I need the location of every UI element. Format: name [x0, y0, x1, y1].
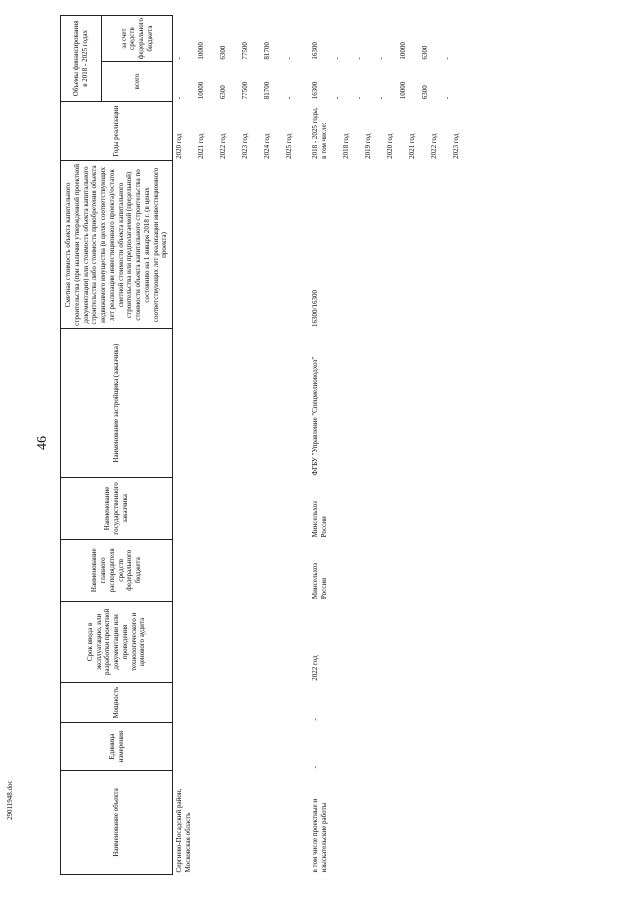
year-label: 2022 год: [219, 133, 227, 159]
year-label: 2018 год: [341, 133, 350, 159]
unit-cell: -: [311, 766, 319, 769]
table-row: [309, 16, 476, 875]
table-row: [173, 16, 310, 875]
total-cell: [173, 62, 310, 102]
total-value: 6300: [421, 85, 429, 100]
year-label: 2023 год: [451, 133, 460, 159]
page-number: 46: [35, 436, 50, 450]
federal-value: 6300: [219, 45, 227, 60]
object-cell: Сергиево-Посадский район, Московская область: [175, 788, 192, 873]
header-object: Наименование объекта: [61, 770, 173, 874]
years-sub: в том числе:: [319, 122, 328, 159]
header-years: Годы реализации: [61, 101, 173, 161]
year-label: 2025 год: [285, 133, 293, 159]
federal-value: -: [175, 57, 183, 60]
total-value: 10000: [399, 81, 407, 100]
total-value: -: [175, 96, 183, 100]
total-head: 16300: [311, 81, 319, 100]
total-value: 6300: [219, 85, 227, 100]
federal-head: 16300: [311, 42, 319, 60]
header-customer: Наименование государственного заказчика: [61, 477, 173, 539]
federal-value: -: [355, 57, 363, 60]
years-head: 2018 - 2025 годы,: [311, 107, 319, 159]
total-value: -: [377, 96, 385, 100]
years-cell: [173, 101, 310, 161]
total-value: 10000: [197, 81, 205, 100]
estimate-cell: 16300/16300: [311, 290, 319, 327]
federal-cell: [309, 16, 476, 62]
total-value: -: [285, 96, 293, 100]
year-label: 2020 год: [385, 133, 394, 159]
header-total: всего: [102, 62, 173, 102]
header-chief-manager: Наименование главного распорядителя средств федерального бюджета: [61, 539, 173, 601]
year-label: 2021 год: [407, 133, 416, 159]
total-value: -: [333, 96, 341, 100]
header-developer: Наименование застройщика (заказчика): [61, 329, 173, 477]
header-federal: за счет средств федерального бюджета: [102, 16, 173, 62]
federal-value: 81700: [263, 42, 271, 60]
federal-value: -: [377, 57, 385, 60]
federal-value: 6300: [421, 45, 429, 60]
header-unit: Единица измерения: [61, 723, 173, 771]
document-id: 29011948.doc: [6, 780, 14, 820]
year-label: 2021 год: [197, 133, 205, 159]
financing-table: [60, 15, 476, 875]
total-value: -: [443, 96, 451, 100]
federal-value: 10000: [399, 42, 407, 60]
years-cell: [309, 101, 476, 161]
header-term: Срок ввода в эксплуатацию, или разработки проектной документации или проведения технологического и ценового аудита: [61, 601, 173, 683]
total-value: 77500: [241, 81, 249, 100]
federal-cell: [173, 16, 310, 62]
federal-value: -: [443, 57, 451, 60]
year-label: 2024 год: [263, 133, 271, 159]
year-label: 2019 год: [363, 133, 372, 159]
federal-value: -: [285, 57, 293, 60]
federal-value: -: [333, 57, 341, 60]
year-label: 2020 год: [175, 133, 183, 159]
total-value: 81700: [263, 81, 271, 100]
financing-table-rotated: [60, 15, 570, 875]
object-cell: в том числе проектные и изыскательские работы: [311, 798, 328, 873]
header-financing: Объемы финансирования в 2018 - 2025 годах: [61, 16, 102, 102]
header-capacity: Мощность: [61, 683, 173, 723]
federal-value: 10000: [197, 42, 205, 60]
total-value: -: [355, 96, 363, 100]
chief-manager-cell: Минсельхоз России: [311, 562, 328, 600]
term-cell: 2022 год: [311, 655, 319, 681]
year-label: 2023 год: [241, 133, 249, 159]
total-cell: [309, 62, 476, 102]
header-estimate: Сметная стоимость объекта капитального строительства (при наличии утвержденной проектной документации) или стоимость объекта капитального строительства либо стоимость приобретения объекта недвижимого имущества (в целях соответствующих лет реализации инвестиционного проекта)/остаток сметной стоимости объекта капитального строительства или предполагаемой (предельной) стоимости объекта капитального строительства по состоянию на 1 января 2018 г. (в ценах соответствующих лет реализации инвестиционного проекта): [61, 161, 173, 329]
federal-value: 77500: [241, 42, 249, 60]
year-label: 2022 год: [429, 133, 438, 159]
customer-cell: Минсельхоз России: [311, 501, 328, 538]
capacity-cell: -: [311, 718, 319, 721]
developer-cell: ФГБУ "Управление "Спецмелиоводхоз": [311, 356, 319, 476]
